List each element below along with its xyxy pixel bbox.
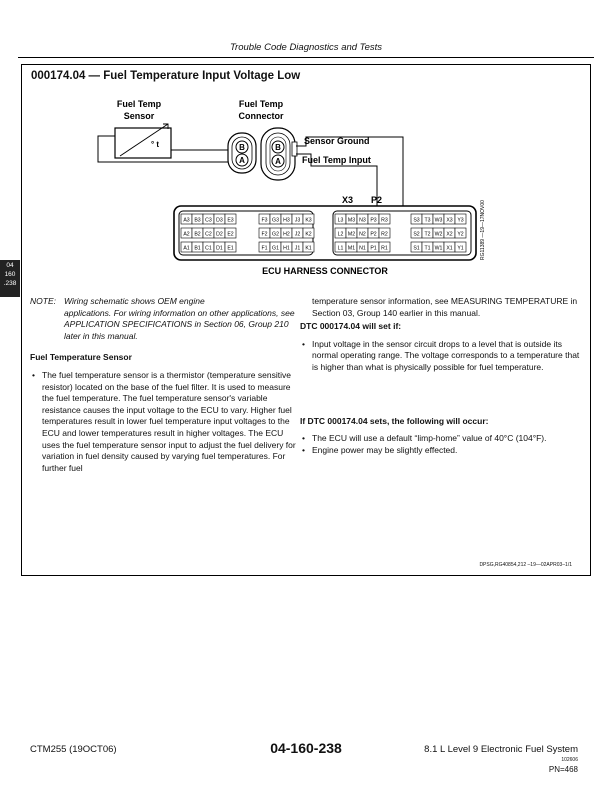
- p2-pin-label: P2: [370, 231, 377, 238]
- footer-pn: PN=468: [548, 765, 578, 774]
- x3-pin-label: E3: [227, 217, 234, 224]
- p2-pin-label: M2: [347, 231, 356, 238]
- p2-pin-label: Y2: [457, 231, 464, 238]
- document-reference-code: DPSG,RG40854,212 –19—02APR03–1/1: [479, 562, 572, 568]
- p2-pin-label: R3: [381, 217, 388, 224]
- x3-pin-label: J1: [294, 245, 301, 252]
- p2-pin-label: T3: [424, 217, 431, 224]
- p2-pin-label: M3: [347, 217, 356, 224]
- dtc-set-heading: DTC 000174.04 will set if:: [300, 321, 402, 332]
- footer-page-number: 04-160-238: [270, 740, 342, 756]
- x3-pin-label: C1: [205, 245, 212, 252]
- left-column: [30, 296, 296, 474]
- sensor-ground-label: Sensor Ground: [304, 136, 370, 146]
- right-column: [300, 296, 586, 456]
- connector-pin-b-label: B: [275, 143, 281, 152]
- page-header-title: Trouble Code Diagnostics and Tests: [229, 42, 383, 53]
- p2-pin-label: X2: [446, 231, 453, 238]
- note-body: applications. For wiring information on other applications, see APPLICATION SPECIFICATIONS in Section 06, Group 210 later in this manual.: [64, 307, 295, 341]
- p2-pin-label: S1: [413, 245, 420, 252]
- p2-pin-label: T1: [424, 245, 431, 252]
- x3-pin-label: F1: [261, 245, 268, 252]
- connector-label-line1: Fuel Temp: [238, 99, 284, 109]
- x3-pin-label: A2: [183, 231, 190, 238]
- footer-manual-id: CTM255 (19OCT06): [30, 744, 117, 755]
- side-tab-page: .238: [3, 280, 17, 287]
- p2-pin-label: Y1: [457, 245, 464, 252]
- p2-pin-label: L1: [337, 245, 344, 252]
- x3-pin-label: C3: [205, 217, 212, 224]
- section-title: 000174.04 — Fuel Temperature Input Voltage Low: [31, 70, 301, 82]
- dtc-result-list: [300, 433, 586, 456]
- dtc-set-conditions: [300, 339, 586, 374]
- x3-pin-label: B1: [194, 245, 201, 252]
- dtc-result-heading: If DTC 000174.04 sets, the following will occur:: [300, 415, 489, 426]
- p2-pin-label: L3: [337, 217, 344, 224]
- connector-pin-a-label: A: [275, 157, 281, 166]
- ecu-harness-connector-label: ECU HARNESS CONNECTOR: [262, 266, 388, 276]
- x3-pin-label: H1: [283, 245, 290, 252]
- x3-pin-label: F3: [261, 217, 268, 224]
- x3-pin-label: F2: [261, 231, 268, 238]
- x3-pin-label: B2: [194, 231, 201, 238]
- x3-pin-label: C2: [205, 231, 212, 238]
- x3-pin-label: D3: [216, 217, 223, 224]
- p2-pin-label: P3: [370, 217, 377, 224]
- p2-pin-label: X1: [446, 245, 453, 252]
- x3-pin-label: E2: [227, 231, 234, 238]
- connector-label-line2: Connector: [238, 111, 284, 121]
- dtc-set-condition-item: • Input voltage in the sensor circuit drops to a level that is outside its normal operating range. The voltage corresponds to a temperature that is higher than what is physically possible for fuel temperature.: [312, 339, 586, 374]
- x3-pin-label: G2: [272, 231, 279, 238]
- sensor-description-list: [30, 370, 296, 474]
- fuel-temp-sensor: [115, 124, 171, 158]
- p2-pin-label: W1: [434, 245, 443, 252]
- x3-pin-label: A3: [183, 217, 190, 224]
- sensor-side-connector: [228, 133, 256, 173]
- p2-pin-label: X3: [446, 217, 453, 224]
- p2-pin-label: W3: [434, 217, 443, 224]
- p2-pin-label: Y3: [457, 217, 464, 224]
- fuel-temp-connector: [261, 128, 297, 180]
- p2-pin-label: P1: [370, 245, 377, 252]
- p2-pin-label: R2: [381, 231, 388, 238]
- x3-pin-label: K2: [305, 231, 312, 238]
- p2-pin-label: N1: [359, 245, 366, 252]
- footer-date-code: 102606: [561, 757, 578, 763]
- p2-pin-label: L2: [337, 231, 344, 238]
- wiring-schematic: [30, 88, 500, 288]
- p2-pin-label: R1: [381, 245, 388, 252]
- x3-pin-label: B3: [194, 217, 201, 224]
- x3-pin-label: H2: [283, 231, 290, 238]
- header-divider: [18, 57, 594, 58]
- side-tab-group: 160: [4, 271, 16, 278]
- x3-pin-label: D1: [216, 245, 223, 252]
- sensor-label-line2: Sensor: [123, 111, 155, 121]
- figure-reference-code: RG11389 —19—17NOV00: [480, 200, 486, 260]
- x3-pin-label: J3: [294, 217, 301, 224]
- ecu-harness-connector: [174, 206, 476, 260]
- footer-manual-title: 8.1 L Level 9 Electronic Fuel System: [424, 744, 578, 755]
- x3-pin-label: K1: [305, 245, 312, 252]
- p2-pin-label: N2: [359, 231, 366, 238]
- wiring-note: [30, 296, 296, 342]
- sensor-description-item: • The fuel temperature sensor is a thermistor (temperature sensitive resistor) located on the base of the fuel filter. It is used to measure the fuel temperature. The fuel temperature sensor's variable resistance causes the input voltage to the ECU to vary. Higher fuel temperatures result in lower fuel temperature input voltages to the ECU and lower temperatures result in higher voltages. The ECU uses the fuel temperature sensor input to adjust the fuel delivery for variation in fuel density caused by varying fuel temperatures. For further fuel: [42, 370, 296, 474]
- section-side-tab: [0, 260, 20, 297]
- x3-pin-label: G1: [272, 245, 279, 252]
- p2-pin-label: W2: [434, 231, 443, 238]
- x3-pin-label: J2: [294, 231, 301, 238]
- sensor-label-line1: Fuel Temp: [116, 99, 162, 109]
- p2-pin-label: N3: [359, 217, 366, 224]
- note-first-line: Wiring schematic shows OEM engine: [64, 296, 205, 306]
- p2-pin-label: T2: [424, 231, 431, 238]
- p2-pin-label: S2: [413, 231, 420, 238]
- dtc-result-item: • The ECU will use a default “limp-home” value of 40°C (104°F).: [312, 433, 586, 445]
- x3-pin-label: D2: [216, 231, 223, 238]
- x3-pin-label: G3: [272, 217, 279, 224]
- note-label: NOTE:: [30, 296, 56, 306]
- pin-b-label: B: [239, 143, 245, 152]
- pin-a-label: A: [239, 156, 245, 165]
- x3-pin-label: H3: [283, 217, 290, 224]
- x3-label: X3: [342, 195, 354, 205]
- p2-label: P2: [371, 195, 383, 205]
- side-tab-section: 04: [6, 262, 14, 269]
- sensor-subheading: Fuel Temperature Sensor: [30, 352, 132, 363]
- x3-pin-label: E1: [227, 245, 234, 252]
- x3-pin-label: A1: [183, 245, 190, 252]
- fuel-temp-input-label: Fuel Temp Input: [302, 155, 371, 165]
- p2-pin-label: M1: [347, 245, 356, 252]
- continued-paragraph: temperature sensor information, see MEASURING TEMPERATURE in Section 03, Group 140 earlier in this manual.: [312, 296, 578, 318]
- x3-pin-label: K3: [305, 217, 312, 224]
- dtc-result-item: • Engine power may be slightly effected.: [312, 445, 586, 457]
- p2-pin-label: S3: [413, 217, 420, 224]
- sensor-symbol: ° t: [151, 140, 160, 149]
